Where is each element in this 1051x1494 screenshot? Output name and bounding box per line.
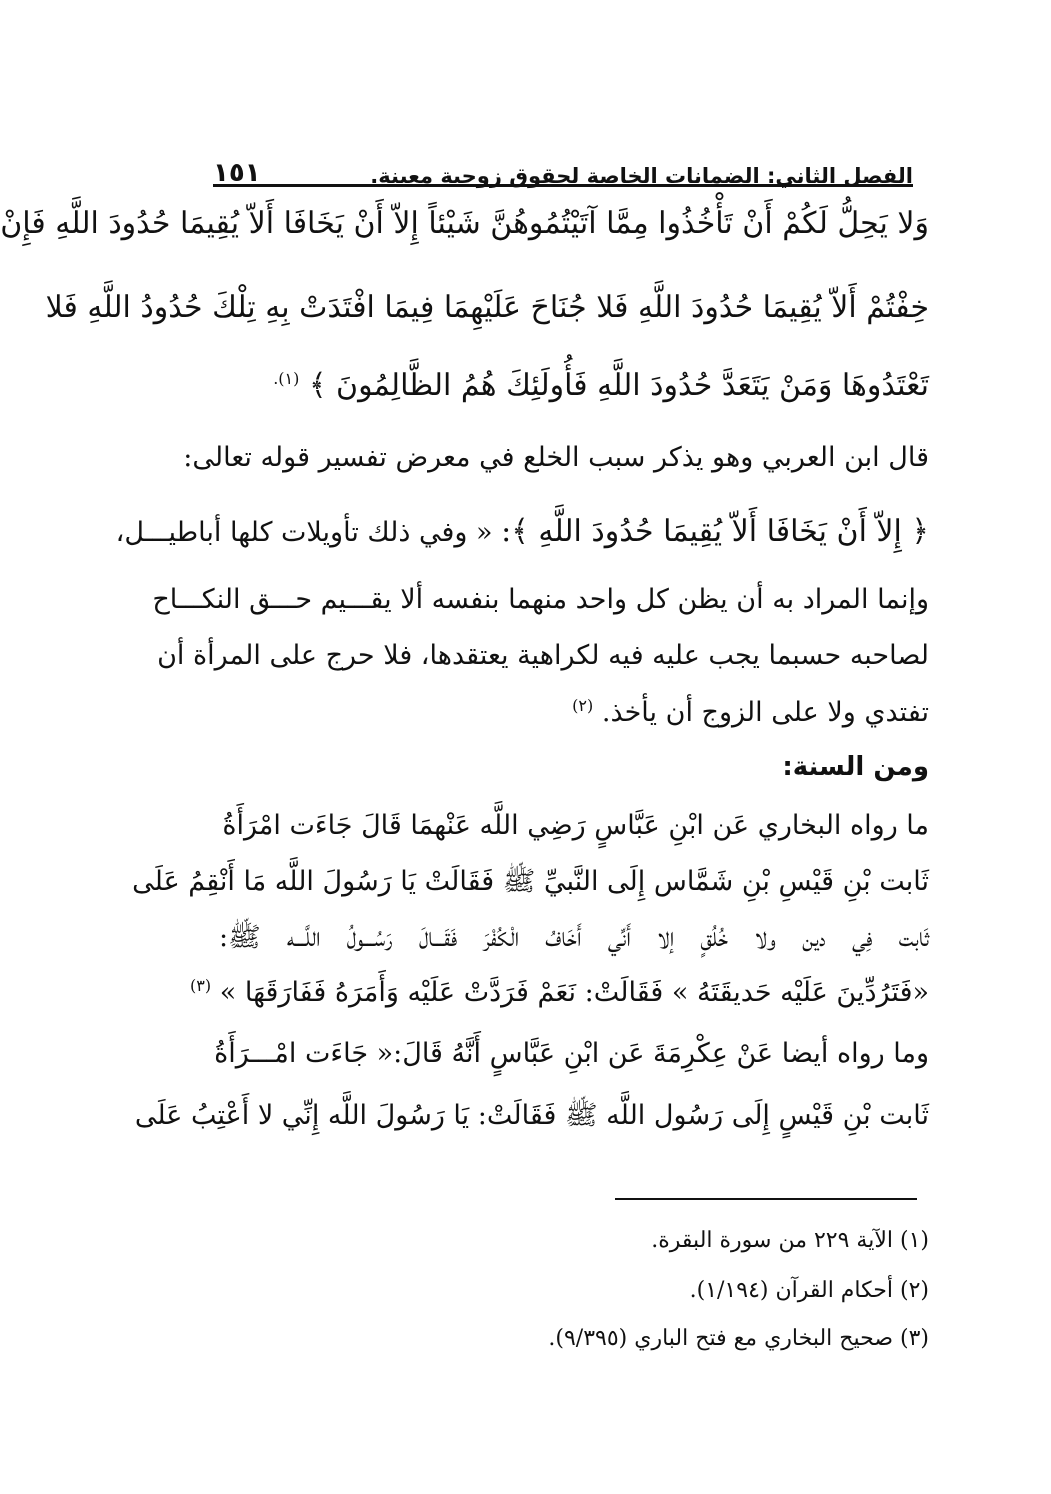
hadith-line: ما رواه البخاري عَن ابْنِ عَبَّاسٍ رَضِي اللَّه عَنْهمَا قَالَ جَاءَت امْرَأَةُ <box>222 810 929 841</box>
page-number: ١٥١ <box>213 158 261 188</box>
verse-line-end <box>219 368 929 404</box>
hadith-line: وما رواه أيضا عَنْ عِكْرِمَةَ عَن ابْنِ عَبَّاسٍ أَنَّهُ قَالَ:« جَاءَت امْـــرَأَةُ <box>214 1038 929 1069</box>
footnote-ref: (١). <box>273 369 300 388</box>
paragraph-text: تفتدي ولا على الزوج أن يأخذ. <box>601 697 929 728</box>
header-rule <box>213 184 913 187</box>
paragraph-line: لصاحبه حسبما يجب عليه فيه لكراهية يعتقدها، فلا حرج على المرأة أن <box>157 640 929 671</box>
footnote: (١) الآية ٢٢٩ من سورة البقرة. <box>651 1228 929 1253</box>
inline-verse: ﴿ إِلاّ أَنْ يَخَافَا أَلاّ يُقِيمَا حُدُودَ اللَّهِ ﴾: <box>501 514 929 549</box>
running-header <box>213 152 913 188</box>
chapter-title: الفصل الثاني: الضمانات الخاصة لحقوق زوجية معينة. <box>370 164 913 188</box>
footnote: (٣) صحيح البخاري مع فتح الباري (٩/٣٩٥). <box>548 1326 929 1351</box>
hadith-line: ثَابت فِي دين ولا خُلُقٍ إلا أَنِّي أَخَافُ الْكُفْرَ فَقَـــالَ رَسُـــولُ اللَّـــه ﷺ: <box>219 922 929 953</box>
hadith-line <box>190 976 929 1009</box>
paragraph-line: قال ابن العربي وهو يذكر سبب الخلع في معرض تفسير قوله تعالى: <box>183 442 929 473</box>
section-heading: ومن السنة: <box>782 752 929 782</box>
paragraph-line <box>115 514 929 550</box>
footnote-rule <box>615 1198 917 1200</box>
footnote-ref: (٣) <box>190 976 212 995</box>
verse-line: وَلا يَحِلُّ لَكُمْ أَنْ تَأْخُذُوا مِمَّا آتَيْتُمُوهُنَّ شَيْئاً إِلاّ أَنْ يَخَافَا أَلاّ يُقِيمَا حُدُودَ اللَّهِ فَإِنْ <box>0 206 929 241</box>
quote-text: « وفي ذلك تأويلات كلها أباطيـــل، <box>115 517 493 548</box>
hadith-line: ثَابت بْنِ قَيْسِ بْنِ شَمَّاس إِلَى النَّبيِّ ﷺ فَقَالَتْ يَا رَسُولَ اللَّه مَا أَنْقِمُ عَلَى <box>132 866 929 897</box>
paragraph-line: وإنما المراد به أن يظن كل واحد منهما بنفسه ألا يقـــيم حـــق النكـــاح <box>152 584 929 615</box>
verse-line: تَعْتَدُوهَا وَمَنْ يَتَعَدَّ حُدُودَ اللَّهِ فَأُولَئِكَ هُمُ الظَّالِمُونَ ﴾ <box>308 368 929 403</box>
paragraph-line <box>219 696 929 729</box>
hadith-text: «فَتَرُدِّينَ عَلَيْه حَديقَتَهُ » فَقَالَتْ: نَعَمْ فَرَدَّتْ عَلَيْه وَأَمَرَهُ فَفَارَقَهَا » <box>219 977 929 1008</box>
footnote-ref: (٢) <box>572 696 594 715</box>
footnote: (٢) أحكام القرآن (١/١٩٤). <box>689 1278 929 1303</box>
verse-line: خِفْتُمْ أَلاّ يُقِيمَا حُدُودَ اللَّهِ فَلا جُنَاحَ عَلَيْهِمَا فِيمَا افْتَدَتْ بِهِ تِلْكَ حُدُودُ اللَّهِ فَلا <box>45 290 929 325</box>
hadith-line: ثَابت بْنِ قَيْسٍ إِلَى رَسُول اللَّه ﷺ فَقَالَتْ: يَا رَسُولَ اللَّه إِنِّي لا أَعْتِبُ عَلَى <box>134 1100 929 1131</box>
